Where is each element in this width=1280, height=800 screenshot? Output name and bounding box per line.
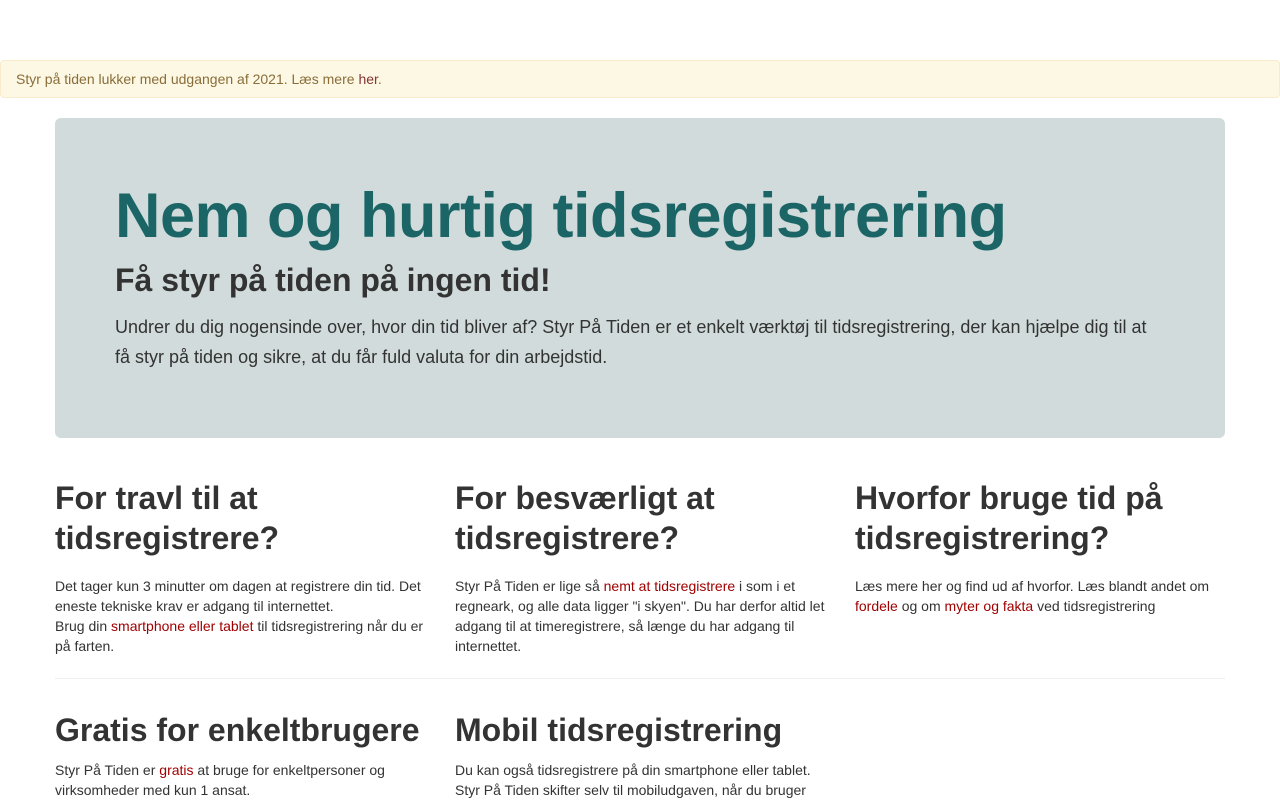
- feature-mobile-text: Du kan også tidsregistrere på din smartphone eller tablet. Styr På Tiden skifter selv til mobiludgaven, når du bruger: [455, 762, 811, 798]
- feature-busy-text: [55, 576, 425, 656]
- hero-body: Undrer du dig nogensinde over, hvor din tid bliver af? Styr På Tiden er et enkelt værktøj til tidsregistrering, der kan hjælpe dig til at få styr på tiden og sikre, at du får fuld valuta for din arbejdstid.: [115, 317, 1147, 367]
- alert-read-more-link[interactable]: her: [358, 71, 378, 87]
- smartphone-tablet-link[interactable]: smartphone eller tablet: [111, 618, 254, 634]
- feature-hard-title: For besværligt at tidsregistrere?: [455, 480, 715, 556]
- feature-free: [55, 710, 425, 800]
- feature-hard-text: [455, 576, 825, 656]
- hero-title: Nem og hurtig tidsregistrering: [115, 181, 1007, 251]
- feature-free-title: Gratis for enkeltbrugere: [55, 712, 420, 748]
- feature-busy-p2-pre: Brug din: [55, 618, 112, 634]
- top-navbar: [0, 0, 1280, 60]
- advantages-link[interactable]: fordele: [855, 598, 898, 614]
- easy-timetracking-link[interactable]: nemt at tidsregistrere: [603, 578, 736, 594]
- hero-subtitle: Få styr på tiden på ingen tid!: [115, 262, 551, 298]
- feature-why: [855, 478, 1225, 616]
- section-divider: [55, 678, 1225, 679]
- alert-suffix: .: [377, 71, 382, 87]
- feature-why-pre: Læs mere her og find ud af hvorfor. Læs blandt andet om: [855, 578, 1210, 594]
- alert-text: Styr på tiden lukker med udgangen af 2021. Læs mere: [16, 71, 359, 87]
- feature-busy-p1: Det tager kun 3 minutter om dagen at registrere din tid. Det eneste tekniske krav er adgang til internettet.: [55, 578, 421, 614]
- myths-facts-link[interactable]: myter og fakta: [944, 598, 1034, 614]
- feature-hard: [455, 478, 825, 656]
- feature-free-pre: Styr På Tiden er: [55, 762, 160, 778]
- feature-free-post: at bruge for enkeltpersoner og virksomheder med kun 1 ansat.: [55, 762, 385, 798]
- feature-mobile: [455, 710, 825, 800]
- feature-free-text: [55, 760, 425, 800]
- feature-busy: [55, 478, 425, 656]
- feature-busy-title: For travl til at tidsregistrere?: [55, 480, 280, 556]
- feature-why-title: Hvorfor bruge tid på tidsregistrering?: [855, 480, 1163, 556]
- feature-hard-pre: Styr På Tiden er lige så: [455, 578, 604, 594]
- hero-jumbotron: [55, 118, 1225, 438]
- closure-alert: [0, 60, 1280, 98]
- feature-hard-post: i som i et regneark, og alle data ligger "i skyen". Du har derfor altid let adgang til at timeregistrere, så længe du har adgang til internettet.: [455, 578, 825, 654]
- feature-why-mid: og om: [897, 598, 945, 614]
- feature-busy-p2-post: til tidsregistrering når du er på farten.: [55, 618, 424, 654]
- free-link[interactable]: gratis: [159, 762, 194, 778]
- feature-why-post: ved tidsregistrering: [1033, 598, 1156, 614]
- feature-mobile-title: Mobil tidsregistrering: [455, 712, 783, 748]
- feature-why-text: [855, 576, 1225, 616]
